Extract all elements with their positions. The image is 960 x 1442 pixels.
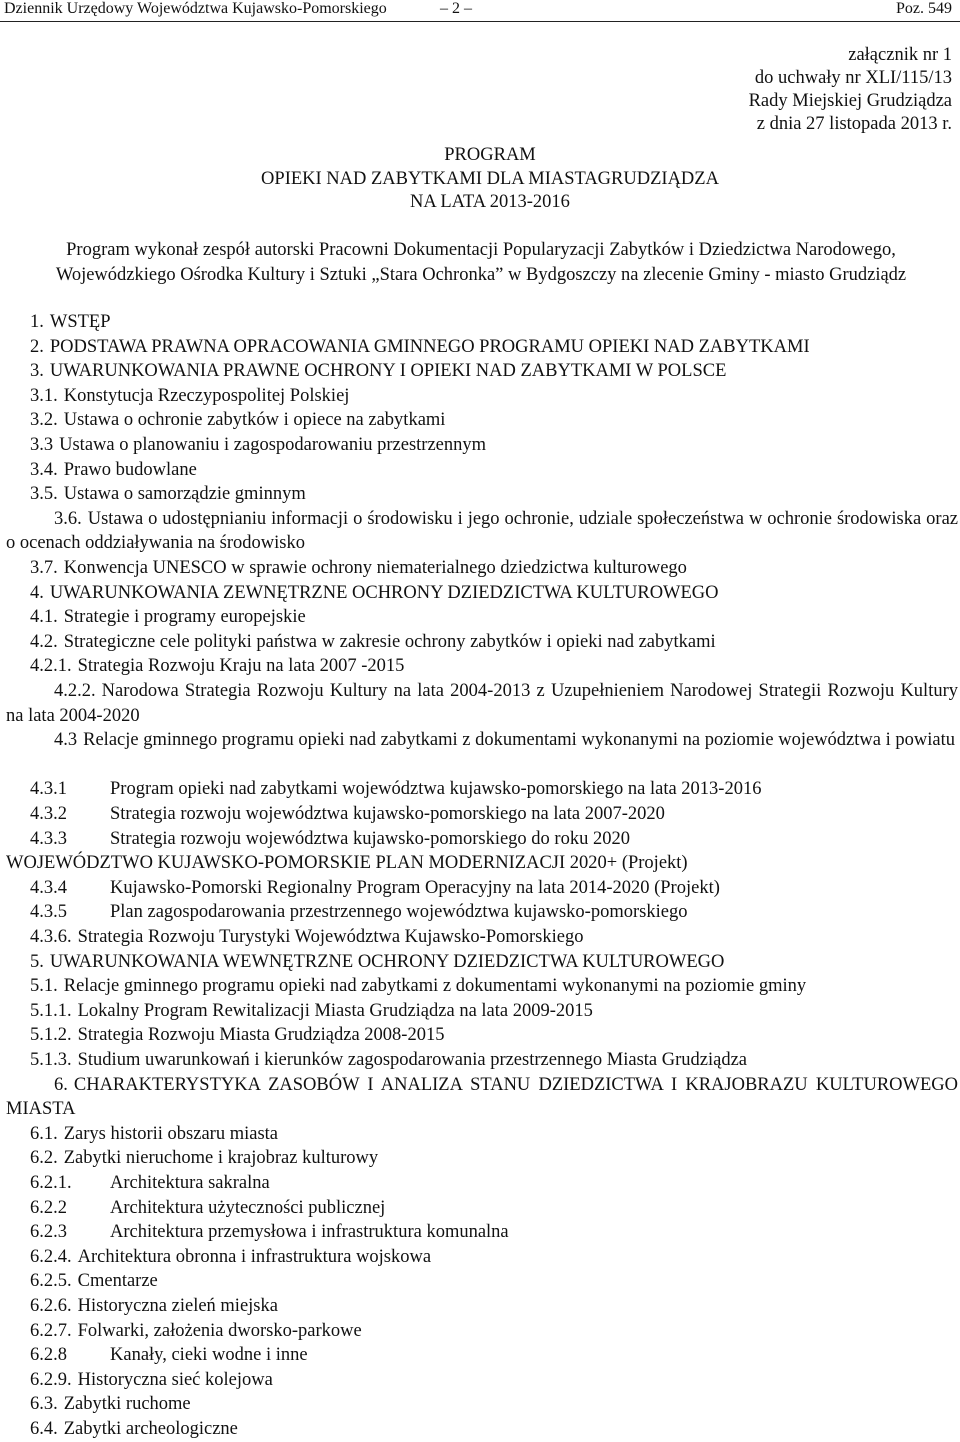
toc-number: 4.2.1.: [30, 656, 72, 677]
toc-entry: [6, 1048, 747, 1073]
toc-entry: [6, 1171, 270, 1196]
toc-entry: [6, 1368, 273, 1393]
annex-line: do uchwały nr XLI/115/13: [754, 68, 952, 88]
toc-text: Historyczna zieleń miejska: [77, 1296, 278, 1316]
toc-text: Historyczna sieć kolejowa: [77, 1369, 273, 1390]
toc-text: Strategia Rozwoju Miasta Grudziądza 2008-2015: [77, 1025, 445, 1046]
toc-text: Cmentarze: [77, 1271, 158, 1292]
toc-number: 4.3.1: [30, 779, 67, 800]
toc-entry: [6, 728, 958, 753]
toc-text: Strategia rozwoju województwa kujawsko-pomorskiego na lata 2007-2020: [110, 804, 665, 824]
toc-number: 4.2.2.: [54, 681, 96, 701]
toc-text: Zabytki ruchome: [63, 1394, 191, 1415]
toc-entry: [6, 1073, 958, 1122]
page-number: – 2 –: [440, 0, 472, 17]
header-rule: [0, 21, 960, 22]
toc-entry: [6, 1023, 444, 1048]
toc-number: 6.2.5.: [30, 1271, 72, 1292]
toc-number: 5.1.3.: [30, 1050, 72, 1070]
toc-text: Konstytucja Rzeczypospolitej Polskiej: [63, 385, 350, 406]
toc-text: Zabytki nieruchome i krajobraz kulturowy: [63, 1148, 379, 1169]
toc-text: UWARUNKOWANIA ZEWNĘTRZNE OCHRONY DZIEDZICTWA KULTUROWEGO: [49, 582, 719, 603]
toc-entry: [6, 876, 720, 901]
toc-number: 3.2.: [30, 410, 58, 431]
toc-text: UWARUNKOWANIA WEWNĘTRZNE OCHRONY DZIEDZICTWA KULTUROWEGO: [49, 951, 725, 972]
toc-number: 4.2.: [30, 631, 58, 652]
toc-number: 4.3: [54, 730, 78, 751]
toc-entry: [6, 925, 583, 950]
toc-number: 6.2.3: [30, 1222, 67, 1243]
toc-number: 4.3.3: [30, 828, 67, 849]
toc-entry: [6, 335, 810, 360]
toc-text: Prawo budowlane: [63, 459, 197, 480]
toc-text: Ustawa o ochronie zabytków i opiece na zabytkami: [63, 410, 446, 431]
toc-text: Ustawa o samorządzie gminnym: [63, 484, 306, 505]
toc-number: 4.3.4: [30, 877, 67, 898]
toc-entry: [6, 605, 306, 630]
toc-entry: [6, 1319, 362, 1344]
toc-text: Narodowa Strategia Rozwoju Kultury na lata 2004-2013 z Uzupełnieniem Narodowej Strategii Rozwoju Kultury na lata 2004-2020: [6, 681, 958, 726]
toc-entry: [6, 851, 688, 876]
toc-text: Strategia Rozwoju Turystyki Województwa Kujawsko-Pomorskiego: [77, 927, 584, 947]
toc-entry: [6, 1343, 308, 1368]
toc-number: 3.: [30, 361, 44, 382]
toc-number: 5.1.: [30, 976, 58, 997]
toc-number: 3.6.: [54, 508, 82, 529]
toc-entry: [6, 1245, 431, 1270]
toc-text: Strategiczne cele polityki państwa w zakresie ochrony zabytków i opieki nad zabytkami: [63, 631, 716, 652]
toc-entry: [6, 1269, 158, 1294]
toc-entry: [6, 1294, 278, 1319]
toc-text: Architektura użyteczności publicznej: [110, 1197, 386, 1218]
toc-entry: [6, 482, 306, 507]
toc-number: 5.1.1.: [30, 1000, 72, 1021]
toc-number: 6.2.9.: [30, 1369, 72, 1390]
intro-paragraph: Program wykonał zespół autorski Pracowni Dokumentacji Popularyzacji Zabytków i Dziedzictwa Narodowego, Wojewódzkiego Ośrodka Kultury i Sztuki „Stara Ochronka” w Bydgoszczy na zlecenie Gminy - miasto Grudziądz: [55, 240, 907, 285]
toc-text: Architektura obronna i infrastruktura wojskowa: [77, 1246, 432, 1267]
position-number: Poz. 549: [896, 0, 952, 17]
toc-number: 6.: [54, 1074, 68, 1095]
toc-text: Relacje gminnego programu opieki nad zabytkami z dokumentami wykonanymi na poziomie gminy: [63, 976, 807, 997]
toc-text: Strategia Rozwoju Kraju na lata 2007 -2015: [77, 656, 405, 677]
toc-entry: [6, 507, 958, 556]
toc-entry: [6, 408, 445, 433]
toc-entry: [6, 1196, 385, 1221]
toc-text: Konwencja UNESCO w sprawie ochrony niematerialnego dziedzictwa kulturowego: [63, 558, 687, 578]
toc-text: Relacje gminnego programu opieki nad zabytkami z dokumentami wykonanymi na poziomie województwa i powiatu: [83, 730, 955, 751]
toc-text: Studium uwarunkowań i kierunków zagospodarowania przestrzennego Miasta Grudziądza: [77, 1050, 748, 1070]
toc-entry: [6, 827, 630, 852]
toc-number: 5.1.2.: [30, 1025, 72, 1046]
toc-entry: [6, 1146, 378, 1171]
toc-text: Zarys historii obszaru miasta: [63, 1123, 278, 1144]
toc-entry: [6, 556, 687, 581]
annex-note: [749, 44, 952, 136]
toc-number: 6.1.: [30, 1123, 58, 1144]
toc-text: Kanały, cieki wodne i inne: [110, 1345, 308, 1366]
title-line: NA LATA 2013-2016: [410, 192, 570, 212]
journal-name: Dziennik Urzędowy Województwa Kujawsko-Pomorskiego: [4, 0, 387, 17]
toc-entry: [6, 777, 761, 802]
annex-line: Rady Miejskiej Grudziądza: [748, 91, 952, 111]
toc-text: Ustawa o udostępnianiu informacji o środowisku i jego ochronie, udziale społeczeństwa w ochronie środowiska oraz o ocenach oddziaływania na środowisko: [6, 508, 958, 554]
toc-number: 5.: [30, 951, 44, 972]
toc-number: 2.: [30, 336, 44, 357]
toc-number: 3.5.: [30, 484, 58, 505]
toc-entry: [6, 1122, 278, 1147]
toc-number: 6.2.4.: [30, 1246, 72, 1267]
toc-entry: [6, 679, 958, 728]
toc-entry: [6, 999, 593, 1024]
toc-number: 4.3.6.: [30, 927, 72, 947]
toc-entry: [6, 1417, 238, 1442]
title-line: OPIEKI NAD ZABYTKAMI DLA MIASTAGRUDZIĄDZA: [261, 168, 719, 189]
toc-text: Architektura przemysłowa i infrastruktura komunalna: [110, 1222, 509, 1243]
toc-number: 6.2.7.: [30, 1320, 72, 1341]
toc-entry: [6, 630, 716, 655]
toc-entry: [6, 900, 687, 925]
toc-number: 6.2.6.: [30, 1296, 72, 1316]
toc-text: Program opieki nad zabytkami województwa kujawsko-pomorskiego na lata 2013-2016: [110, 779, 762, 800]
toc-text: PODSTAWA PRAWNA OPRACOWANIA GMINNEGO PROGRAMU OPIEKI NAD ZABYTKAMI: [49, 336, 810, 357]
toc-text: Kujawsko-Pomorski Regionalny Program Operacyjny na lata 2014-2020 (Projekt): [110, 877, 720, 898]
toc-text: WSTĘP: [49, 312, 111, 332]
toc-entry: [6, 950, 724, 975]
toc-text: Ustawa o planowaniu i zagospodarowaniu przestrzennym: [59, 435, 487, 455]
toc-number: 6.2.8: [30, 1345, 67, 1366]
toc-entry: [6, 974, 806, 999]
toc-text: Zabytki archeologiczne: [63, 1419, 238, 1439]
toc-text: WOJEWÓDZTWO KUJAWSKO-POMORSKIE PLAN MODERNIZACJI 2020+ (Projekt): [6, 853, 688, 874]
toc-text: UWARUNKOWANIA PRAWNE OCHRONY I OPIEKI NAD ZABYTKAMI W POLSCE: [49, 361, 727, 382]
toc-number: 1.: [30, 312, 44, 332]
annex-line: załącznik nr 1: [848, 45, 952, 65]
toc-entry: [6, 433, 486, 458]
annex-line: z dnia 27 listopada 2013 r.: [756, 114, 952, 134]
toc-text: Plan zagospodarowania przestrzennego województwa kujawsko-pomorskiego: [110, 902, 688, 923]
toc-number: 3.7.: [30, 558, 58, 578]
toc-number: 6.4.: [30, 1419, 58, 1439]
toc-text: Lokalny Program Rewitalizacji Miasta Grudziądza na lata 2009-2015: [77, 1000, 593, 1021]
toc-number: 4.3.2: [30, 804, 67, 824]
document-title: [202, 144, 778, 215]
toc-number: 6.2.: [30, 1148, 58, 1169]
toc-number: 6.2.1.: [30, 1173, 72, 1193]
toc-entry: [6, 654, 404, 679]
toc-text: CHARAKTERYSTYKA ZASOBÓW I ANALIZA STANU DZIEDZICTWA I KRAJOBRAZU KULTUROWEGO MIASTA: [6, 1074, 958, 1120]
toc-text: Folwarki, założenia dworsko-parkowe: [77, 1320, 362, 1341]
toc-number: 3.3: [30, 435, 54, 455]
toc-text: Architektura sakralna: [110, 1173, 270, 1193]
toc-entry: [6, 384, 349, 409]
toc-number: 6.2.2: [30, 1197, 67, 1218]
toc-number: 4.3.5: [30, 902, 67, 923]
toc-entry: [6, 310, 111, 335]
toc-number: 4.: [30, 582, 44, 603]
toc-entry: [6, 1392, 191, 1417]
toc-number: 6.3.: [30, 1394, 58, 1415]
toc-entry: [6, 359, 726, 384]
toc-number: 3.1.: [30, 385, 58, 406]
toc-text: Strategia rozwoju województwa kujawsko-pomorskiego do roku 2020: [110, 828, 630, 849]
toc-number: 3.4.: [30, 459, 58, 480]
toc-text: Strategie i programy europejskie: [63, 607, 306, 628]
toc-number: 4.1.: [30, 607, 58, 628]
title-line: PROGRAM: [444, 145, 536, 165]
toc-entry: [6, 802, 665, 827]
toc-entry: [6, 581, 719, 606]
toc-entry: [6, 1220, 509, 1245]
toc-entry: [6, 458, 197, 483]
